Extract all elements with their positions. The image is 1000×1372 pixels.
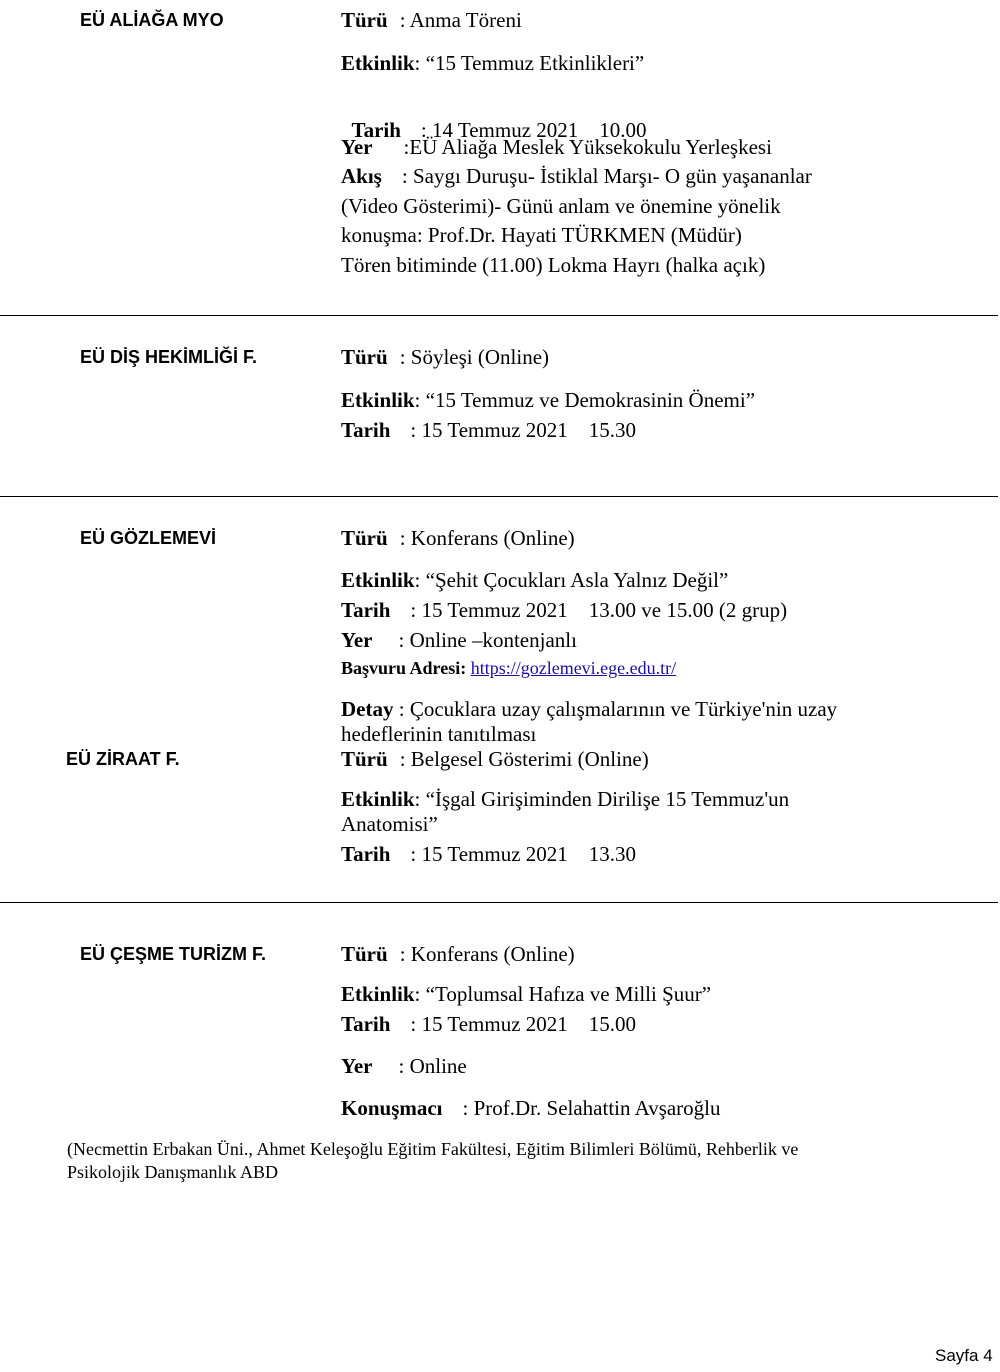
tarih-label: Tarih [341, 418, 391, 442]
turu-row [341, 526, 575, 551]
turu-value: : Söyleşi (Online) [399, 345, 550, 369]
etkinlik-value: : “İşgal Girişiminden Dirilişe 15 Temmuz'un [414, 787, 790, 811]
yer-value: : Online [398, 1054, 467, 1078]
konusmaci-row [341, 1096, 721, 1121]
turu-label: Türü [341, 747, 388, 771]
etkinlik-label: Etkinlik [341, 982, 415, 1006]
tarih-label: Tarih [341, 598, 391, 622]
etkinlik-row [341, 51, 644, 76]
turu-value: : Belgesel Gösterimi (Online) [399, 747, 649, 771]
unit-name: EÜ ZİRAAT F. [66, 749, 180, 769]
turu-label: Türü [341, 8, 388, 32]
unit-name: EÜ GÖZLEMEVİ [80, 528, 217, 548]
etkinlik-line: Anatomisi” [341, 812, 438, 836]
tarih-value: : 15 Temmuz 2021 15.30 [410, 418, 637, 442]
tarih-row [341, 418, 636, 443]
detay-line: hedeflerinin tanıtılması [341, 722, 537, 746]
konusmaci-label: Konuşmacı [341, 1096, 443, 1120]
tarih-value: : 15 Temmuz 2021 15.00 [410, 1012, 637, 1036]
etkinlik-value: : “15 Temmuz Etkinlikleri” [414, 51, 645, 75]
konusmaci-value: : Prof.Dr. Selahattin Avşaroğlu [462, 1096, 721, 1120]
basvuru-link[interactable]: https://gozlemevi.ege.edu.tr/ [470, 658, 677, 678]
turu-label: Türü [341, 942, 388, 966]
turu-value: : Konferans (Online) [399, 526, 575, 550]
akis-value: : Saygı Duruşu- İstiklal Marşı- O gün yaşananlar [401, 164, 812, 188]
yer-label: Yer [341, 628, 373, 652]
tarih-value: : 15 Temmuz 2021 13.00 ve 15.00 (2 grup) [410, 598, 788, 622]
etkinlik-label: Etkinlik [341, 787, 415, 811]
tarih-label: Tarih [341, 842, 391, 866]
page-number: Sayfa 4 [935, 1346, 993, 1365]
basvuru-label: Başvuru Adresi: [341, 658, 467, 678]
turu-value: : Konferans (Online) [399, 942, 575, 966]
turu-label: Türü [341, 345, 388, 369]
etkinlik-label: Etkinlik [341, 388, 415, 412]
section-divider [0, 496, 998, 497]
etkinlik-value: : “15 Temmuz ve Demokrasinin Önemi” [414, 388, 756, 412]
turu-row [341, 8, 522, 33]
detay-label: Detay [341, 697, 394, 721]
tarih-value: : 14 Temmuz 2021 10.00 [420, 118, 647, 142]
etkinlik-row [341, 787, 789, 812]
yer-row [341, 628, 577, 653]
turu-row [341, 942, 575, 967]
tarih-row [341, 598, 787, 623]
note-line: (Necmettin Erbakan Üni., Ahmet Keleşoğlu Eğitim Fakültesi, Eğitim Bilimleri Bölümü, Rehberlik ve [67, 1139, 799, 1159]
akis-line: (Video Gösterimi)- Günü anlam ve önemine yönelik [341, 194, 781, 218]
detay-row [341, 697, 837, 722]
akis-row [341, 164, 812, 189]
yer-value: : Online –kontenjanlı [398, 628, 577, 652]
unit-name: EÜ DİŞ HEKİMLİĞİ F. [80, 347, 258, 367]
turu-row [341, 345, 549, 370]
turu-value: : Anma Töreni [399, 8, 522, 32]
turu-row [341, 747, 649, 772]
yer-row [341, 135, 772, 160]
yer-value: :EÜ Aliağa Meslek Yüksekokulu Yerleşkesi [403, 135, 772, 159]
yer-label: Yer [341, 1054, 373, 1078]
yer-row [341, 1054, 467, 1079]
etkinlik-row [341, 982, 711, 1007]
section-divider [0, 315, 998, 316]
tarih-label: Tarih [351, 118, 401, 142]
turu-label: Türü [341, 526, 388, 550]
detay-value: : Çocuklara uzay çalışmalarının ve Türkiye'nin uzay [398, 697, 838, 721]
etkinlik-label: Etkinlik [341, 568, 415, 592]
unit-name: EÜ ÇEŞME TURİZM F. [80, 944, 267, 964]
tarih-value: : 15 Temmuz 2021 13.30 [410, 842, 637, 866]
akis-line: konuşma: Prof.Dr. Hayati TÜRKMEN (Müdür) [341, 223, 742, 247]
basvuru-row [341, 658, 676, 679]
tarih-row [341, 1012, 636, 1037]
tarih-label: Tarih [341, 1012, 391, 1036]
etkinlik-value: : “Toplumsal Hafıza ve Milli Şuur” [414, 982, 712, 1006]
tarih-row [341, 842, 636, 867]
section-divider [0, 902, 998, 903]
note-line: Psikolojik Danışmanlık ABD [67, 1162, 279, 1182]
etkinlik-row [341, 568, 728, 593]
akis-label: Akış [341, 164, 382, 188]
yer-label: Yer [341, 135, 373, 159]
akis-line: Tören bitiminde (11.00) Lokma Hayrı (halka açık) [341, 253, 766, 277]
unit-name: EÜ ALİAĞA MYO [80, 10, 224, 30]
etkinlik-value: : “Şehit Çocukları Asla Yalnız Değil” [414, 568, 729, 592]
etkinlik-row [341, 388, 755, 413]
etkinlik-label: Etkinlik [341, 51, 415, 75]
